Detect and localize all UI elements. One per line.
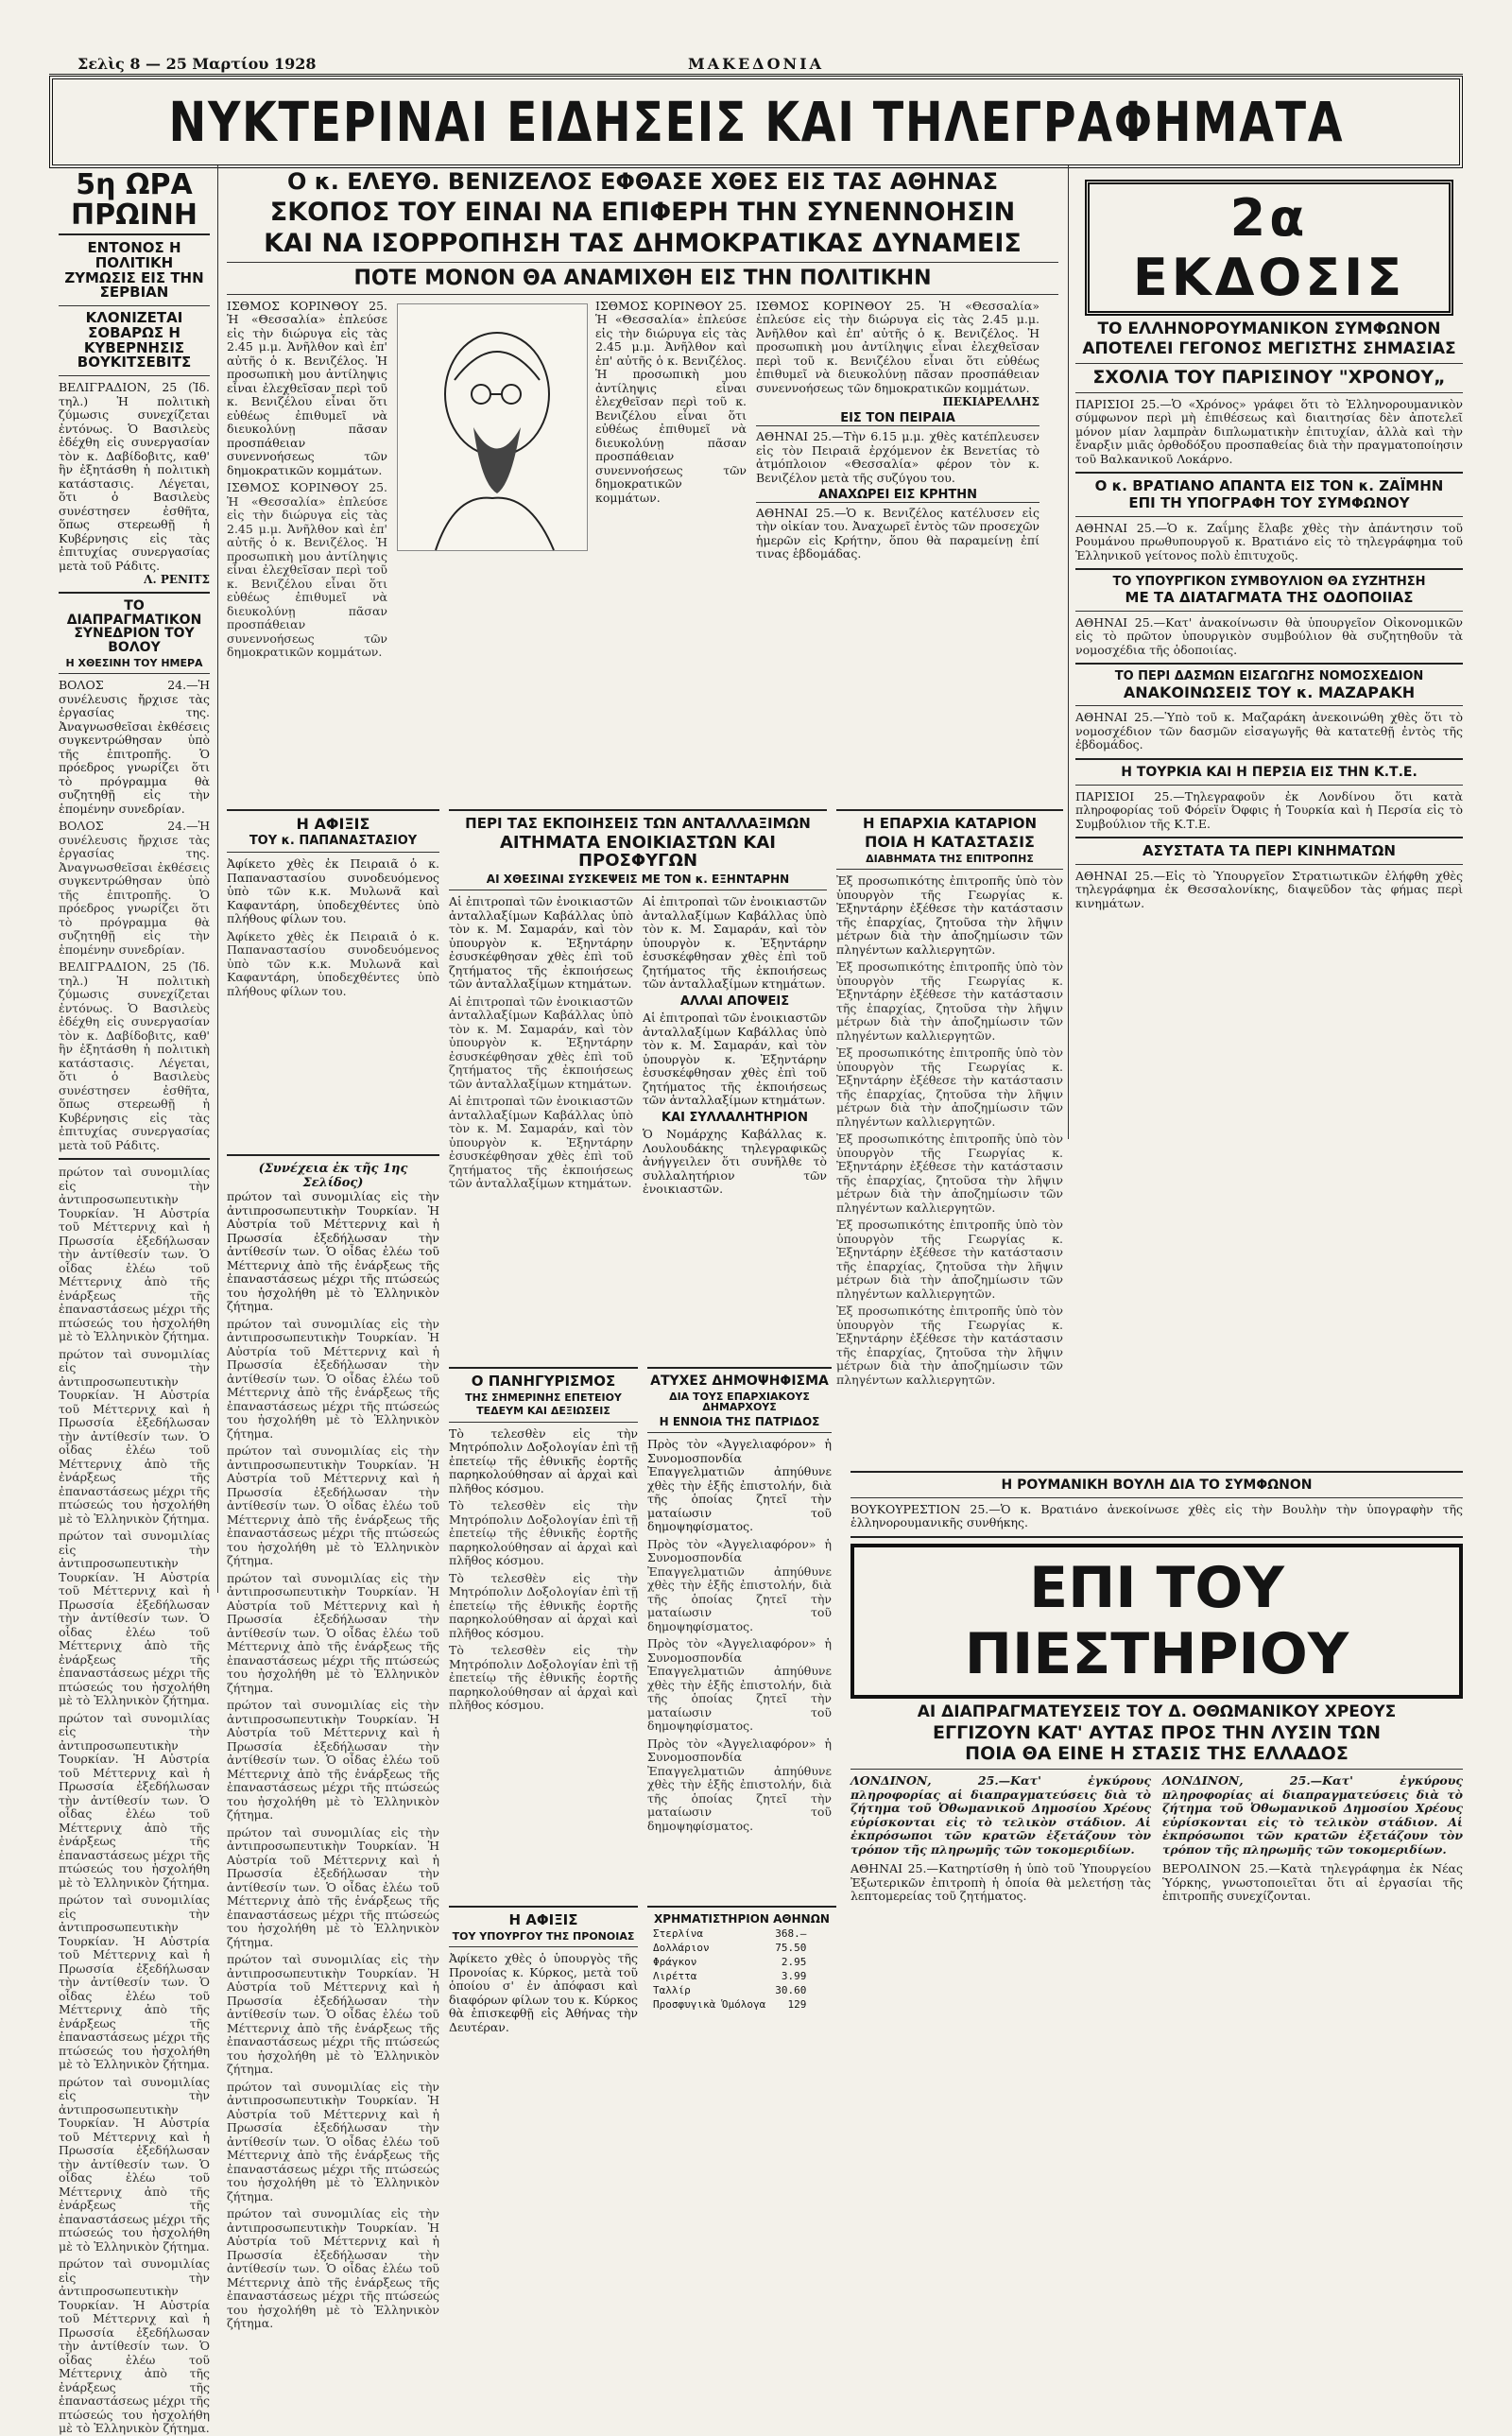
venizelos-headline: Ο κ. ΕΛΕΥΘ. ΒΕΝΙΖΕΛΟΣ ΕΦΘΑΣΕ ΧΘΕΣ ΕΙΣ ΤΑΣ ΑΘΗΝΑΣ: [287, 168, 998, 195]
eparchia-title: Η ΕΠΑΡΧΙΑ ΚΑΤΑΡΙΟΝ: [862, 815, 1038, 832]
market-row: [649, 1956, 810, 1968]
continued-article: πρώτον ταὶ συνομιλίας εἰς τὴν ἀντιπροσωπευτικὴν Τουρκίαν. Ἡ Αὐστρία τοῦ Μέττερνιχ καὶ ἡ Πρωσσία ἐξεδήλωσαν τὴν ἀντίθεσίν των. Ὁ οἶδας ἐλέω τοῦ Μέττερνιχ ἀπὸ τῆς ἐνάρξεως τῆς ἐπαναστάσεως μέχρι τῆς πτώσεώς του ἠσχολήθη μὲ τὸ Ἑλληνικὸν ζήτημα.: [227, 1570, 439, 1695]
ottoman-debt-article-col2: ΛΟΝΔΙΝΟΝ, 25.—Κατ' ἐγκύρους πληροφορίας αἱ διαπραγματεύσεις διὰ τὸ ζήτημα τοῦ Ὀθωμανικοῦ Δημοσίου Χρέους εὑρίσκονται εἰς τὸ τελικὸν στάδιον. Αἱ ἐκπρόσωποι τῶν κρατῶν ἐξετάζουν τὸν τρόπον τῆς πληρωμῆς τῶν τοκομεριδίων.: [1162, 1773, 1463, 1857]
eparchia-article: Ἐξ προσωπικότης ἐπιτροπῆς ὑπὸ τὸν ὑπουργὸν τῆς Γεωργίας κ. Ἐξηντάρην ἐξέθεσε τὴν κατάστασιν τῆς ἐπαρχίας, ζητοῦσα τὴν λῆψιν μέτρων διὰ τὴν ἀποζημίωσιν τῶν πληγέντων καλλιεργητῶν.: [836, 873, 1063, 957]
continued-article: πρώτον ταὶ συνομιλίας εἰς τὴν ἀντιπροσωπευτικὴν Τουρκίαν. Ἡ Αὐστρία τοῦ Μέττερνιχ καὶ ἡ Πρωσσία ἐξεδήλωσαν τὴν ἀντίθεσίν των. Ὁ οἶδας ἐλέω τοῦ Μέττερνιχ ἀπὸ τῆς ἐνάρξεως τῆς ἐπαναστάσεως μέχρι τῆς πτώσεώς του ἠσχολήθη μὲ τὸ Ἑλληνικὸν ζήτημα.: [227, 1698, 439, 1822]
exchange-article-col2: Αἱ ἐπιτροπαὶ τῶν ἐνοικιαστῶν ἀνταλλαξίμων Καβάλλας ὑπὸ τὸν κ. Μ. Σαμαράν, καὶ τὸν ὑπουργὸν κ. Ἐξηντάρην ἐσυσκέφθησαν χθὲς ἐπὶ τοῦ ζητήματος τῆς ἐκποιήσεως τῶν ἀνταλλαξίμων κτημάτων.: [643, 894, 827, 992]
romanian-pact-sub: ΑΠΟΤΕΛΕΙ ΓΕΓΟΝΟΣ ΜΕΓΙΣΤΗΣ ΣΗΜΑΣΙΑΣ: [1082, 338, 1456, 358]
romanian-pact-headline: ΤΟ ΕΛΛΗΝΟΡΟΥΜΑΝΙΚΟΝ ΣΥΜΦΩΝΟΝ: [1097, 320, 1441, 338]
volos-article-cont: ΒΕΛΙΓΡΑΔΙΟΝ, 25 (Ἰδ. τηλ.) Ἡ πολιτικὴ ζύμωσις συνεχίζεται ἐντόνως. Ὁ Βασιλεὺς ἐδέχθη εἰς συνεργασίαν τὸν κ. Δαβίδοβιτς, καθ' ἣν ἐξητάσθη ἡ πολιτικὴ κατάστασις. Λέγεται, ὅτι ὁ Βασιλεὺς συνέστησεν ἐσθῆτα, ὅπως στερεωθῇ ἡ Κυβέρνησις εἰς τὰς ἐπιτυχίας συνεργασίας μετὰ τοῦ Ράδιτς.: [59, 959, 210, 1152]
ottoman-debt-headline: ΑΙ ΔΙΑΠΡΑΓΜΑΤΕΥΣΕΙΣ ΤΟΥ Δ. ΟΘΩΜΑΝΙΚΟΥ ΧΡΕΟΥΣ: [917, 1702, 1397, 1721]
market-row: [649, 1927, 810, 1940]
continued-article: πρώτον ταὶ συνομιλίας εἰς τὴν ἀντιπροσωπευτικὴν Τουρκίαν. Ἡ Αὐστρία τοῦ Μέττερνιχ καὶ ἡ Πρωσσία ἐξεδήλωσαν τὴν ἀντίθεσίν των. Ὁ οἶδας ἐλέω τοῦ Μέττερνιχ ἀπὸ τῆς ἐνάρξεως τῆς ἐπαναστάσεως μέχρι τῆς πτώσεώς του ἠσχολήθη μὲ τὸ Ἑλληνικὸν ζήτημα.: [227, 1189, 439, 1313]
panigyrismos-article-cont: Τὸ τελεσθὲν εἰς τὴν Μητρόπολιν Δοξολογίαν ἐπὶ τῇ ἐπετείῳ τῆς ἐθνικῆς ἑορτῆς παρηκολούθησαν αἱ ἀρχαὶ καὶ πλῆθος κόσμου.: [449, 1570, 638, 1640]
bratiano-article: ΑΘΗΝΑΙ 25.—Ὁ κ. Ζαΐμης ἔλαβε χθὲς τὴν ἀπάντησιν τοῦ Ρουμάνου πρωθυπουργοῦ κ. Βρατιάνο εἰς τὸ τηλεγράφημα τοῦ Ἑλληνικοῦ γείτονος πολὺ ἐπιτυχοῦς.: [1075, 520, 1463, 562]
romanian-parliament-article: ΒΟΥΚΟΥΡΕΣΤΙΟΝ 25.—Ὁ κ. Βρατιάνο ἀνεκοίνωσε χθὲς εἰς τὴν Βουλὴν τὴν ὑπογραφὴν τῆς ἑλληνορουμανικῆς συνθήκης.: [850, 1501, 1463, 1530]
serbia-headline: ΕΝΤΟΝΟΣ Η ΠΟΛΙΤΙΚΗ ΖΥΜΩΣΙΣ ΕΙΣ ΤΗΝ ΣΕΡΒΙΑΝ: [64, 239, 204, 302]
market-row: [649, 1942, 810, 1954]
pronoia-title: Η ΑΦΙΞΙΣ: [508, 1911, 578, 1928]
romanian-pact-article: ΠΑΡΙΣΙΟΙ 25.—Ὁ «Χρόνος» γράφει ὅτι τὸ Ἑλληνορουμανικὸν σύμφωνον περὶ μὴ ἐπιθέσεως καὶ διαιτησίας δὲν ἀποτελεῖ μόνον μίαν λαμπρὰν διπλωματικὴν ἐπιτυχίαν, ἀλλὰ καὶ τὴν ἔναρξιν μιᾶς ὀρθοδόξου προσπαθείας διὰ τὴν πραγματοποίησιν τοῦ Βαλκανικοῦ Λοκάρνο.: [1075, 396, 1463, 466]
referendum-article-cont: Πρὸς τὸν «Ἀγγελιαφόρον» ἡ Συνομοσπονδία Ἐπαγγελματιῶν ἀπηύθυνε χθὲς τὴν ἑξῆς ἐπιστολήν, διὰ τῆς ὁποίας ζητεῖ τὴν ματαίωσιν τοῦ δημοψηφίσματος.: [647, 1736, 832, 1833]
import-sub: ΑΝΑΚΟΙΝΩΣΕΙΣ ΤΟΥ κ. ΜΑΖΑΡΑΚΗ: [1123, 682, 1416, 701]
council-sub: ΜΕ ΤΑ ΔΙΑΤΑΓΜΑΤΑ ΤΗΣ ΟΔΟΠΟΙΙΑΣ: [1125, 588, 1414, 606]
continued-article: πρώτον ταὶ συνομιλίας εἰς τὴν ἀντιπροσωπευτικὴν Τουρκίαν. Ἡ Αὐστρία τοῦ Μέττερνιχ καὶ ἡ Πρωσσία ἐξεδήλωσαν τὴν ἀντίθεσίν των. Ὁ οἶδας ἐλέω τοῦ Μέττερνιχ ἀπὸ τῆς ἐνάρξεως τῆς ἐπαναστάσεως μέχρι τῆς πτώσεώς του ἠσχολήθη μὲ τὸ Ἑλληνικὸν ζήτημα.: [59, 1529, 210, 1708]
chronos-comments: ΣΧΟΛΙΑ ΤΟΥ ΠΑΡΙΣΙΝΟΥ "ΧΡΟΝΟΥ„: [1092, 366, 1446, 388]
continued-article: πρώτον ταὶ συνομιλίας εἰς τὴν ἀντιπροσωπευτικὴν Τουρκίαν. Ἡ Αὐστρία τοῦ Μέττερνιχ καὶ ἡ Πρωσσία ἐξεδήλωσαν τὴν ἀντίθεσίν των. Ὁ οἶδας ἐλέω τοῦ Μέττερνιχ ἀπὸ τῆς ἐνάρξεως τῆς ἐπαναστάσεως μέχρι τῆς πτώσεώς του ἠσχολήθη μὲ τὸ Ἑλληνικὸν ζήτημα.: [227, 1824, 439, 1949]
rally-article: Ὁ Νομάρχης Καβάλλας κ. Λουλουδάκης τηλεγραφικῶς ἀνήγγειλεν ὅτι συνῆλθε τὸ συλλαλητήριον τῶν ἐνοικιαστῶν.: [643, 1127, 827, 1197]
column-rule: [1068, 165, 1069, 1139]
romanian-parliament-title: Η ΡΟΥΜΑΝΙΚΗ ΒΟΥΛΗ ΔΙΑ ΤΟ ΣΥΜΦΩΝΟΝ: [1001, 1477, 1313, 1493]
venizelos-section: [227, 170, 1058, 794]
exchange-section: [449, 803, 827, 1352]
continued-article: πρώτον ταὶ συνομιλίας εἰς τὴν ἀντιπροσωπευτικὴν Τουρκίαν. Ἡ Αὐστρία τοῦ Μέττερνιχ καὶ ἡ Πρωσσία ἐξεδήλωσαν τὴν ἀντίθεσίν των. Ὁ οἶδας ἐλέω τοῦ Μέττερνιχ ἀπὸ τῆς ἐνάρξεως τῆς ἐπαναστάσεως μέχρι τῆς πτώσεώς του ἠσχολήθη μὲ τὸ Ἑλληνικὸν ζήτημα.: [59, 1346, 210, 1526]
banner-title: ΝΥΚΤΕΡΙΝΑΙ ΕΙΔΗΣΕΙΣ ΚΑΙ ΤΗΛΕΓΡΑΦΗΜΑΤΑ: [168, 90, 1344, 154]
exchange-title: ΠΕΡΙ ΤΑΣ ΕΚΠΟΙΗΣΕΙΣ ΤΩΝ ΑΝΤΑΛΛΑΞΙΜΩΝ: [465, 815, 811, 832]
venizelos-article-cont: ΙΣΘΜΟΣ ΚΟΡΙΝΘΟΥ 25. Ἡ «Θεσσαλία» ἐπλεύσε εἰς τὴν διώρυγα εἰς τὰς 2.45 μ.μ. Ἀνῆλθον καὶ ἐπ' αὐτῆς ὁ κ. Βενιζέλος. Ἡ προσωπικὴ μου ἀντίληψις εἶναι ἐλεχθεῖσαν περὶ τοῦ κ. Βενιζέλου εἶναι ὅτι εὐθέως ἐπιθυμεῖ νὰ διευκολύνῃ πᾶσαν προσπάθειαν συνεννοήσεως τῶν δημοκρατικῶν κομμάτων.: [227, 480, 387, 660]
venizelos-sub1: ΣΚΟΠΟΣ ΤΟΥ ΕΙΝΑΙ ΝΑ ΕΠΙΦΕΡΗ ΤΗΝ ΣΥΝΕΝΝΟΗΣΙΝ: [269, 198, 1016, 228]
market-row: [649, 1984, 810, 1996]
market-value: 129: [787, 1997, 807, 2011]
piraeus-article: ΑΘΗΝΑΙ 25.—Τὴν 6.15 μ.μ. χθὲς κατέπλευσεν εἰς τὸν Πειραιᾶ ἐρχόμενον ἐκ Βενετίας τὸ ἀτμόπλοιον «Θεσσαλία» φέρον τὸν κ. Βενιζέλον μετὰ τῆς συζύγου του.: [756, 429, 1040, 485]
volos-subtitle: Η ΧΘΕΣΙΝΗ ΤΟΥ ΗΜΕΡΑ: [65, 656, 203, 669]
panigyrismos-section: [449, 1361, 638, 1891]
press-section: [850, 1465, 1463, 2117]
referendum-sub2: Η ΕΝΝΟΙΑ ΤΗΣ ΠΑΤΡΙΔΟΣ: [659, 1414, 820, 1428]
exchange-article: Αἱ ἐπιτροπαὶ τῶν ἐνοικιαστῶν ἀνταλλαξίμων Καβάλλας ὑπὸ τὸν κ. Μ. Σαμαράν, καὶ τὸν ὑπουργὸν κ. Ἐξηντάρην ἐσυσκέφθησαν χθὲς ἐπὶ τοῦ ζητήματος τῆς ἐκποιήσεως τῶν ἀνταλλαξίμων κτημάτων.: [449, 894, 633, 992]
market-value: 30.60: [775, 1983, 807, 1996]
volos-article-cont: ΒΟΛΟΣ 24.—Ἡ συνέλευσις ἤρχισε τὰς ἐργασίας της. Ἀναγνωσθεῖσαι ἐκθέσεις συγκεντρώθησαν ὑπὸ τῆς ἐπιτροπῆς. Ὁ πρόεδρος γνωρίζει ὅτι τὸ πρόγραμμα θὰ συζητηθῇ εἰς τὴν ἑπομένην συνεδρίαν.: [59, 819, 210, 957]
other-views-article: Αἱ ἐπιτροπαὶ τῶν ἐνοικιαστῶν ἀνταλλαξίμων Καβάλλας ὑπὸ τὸν κ. Μ. Σαμαράν, καὶ τὸν ὑπουργὸν κ. Ἐξηντάρην ἐσυσκέφθησαν χθὲς ἐπὶ τοῦ ζητήματος τῆς ἐκποιήσεως τῶν ἀνταλλαξίμων κτημάτων.: [643, 1011, 827, 1108]
market-currency: Στερλίνα: [653, 1926, 703, 1940]
market-value: 3.99: [781, 1969, 807, 1982]
second-edition-label: 2α ΕΚΔΟΣΙΣ: [1085, 180, 1453, 316]
rally-title: ΚΑΙ ΣΥΛΛΑΛΗΤΗΡΙΟΝ: [662, 1110, 808, 1125]
continued-article: πρώτον ταὶ συνομιλίας εἰς τὴν ἀντιπροσωπευτικὴν Τουρκίαν. Ἡ Αὐστρία τοῦ Μέττερνιχ καὶ ἡ Πρωσσία ἐξεδήλωσαν τὴν ἀντίθεσίν των. Ὁ οἶδας ἐλέω τοῦ Μέττερνιχ ἀπὸ τῆς ἐνάρξεως τῆς ἐπαναστάσεως μέχρι τῆς πτώσεώς του ἠσχολήθη μὲ τὸ Ἑλληνικὸν ζήτημα.: [59, 1710, 210, 1890]
venizelos-portrait: [397, 303, 588, 551]
piraeus-title: ΕΙΣ ΤΟΝ ΠΕΙΡΑΙΑ: [756, 412, 1040, 426]
market-value: 2.95: [781, 1955, 807, 1968]
papanastasiou-article: Ἀφίκετο χθὲς ἐκ Πειραιᾶ ὁ κ. Παπαναστασίου συνοδευόμενος ὑπὸ τῶν κ.κ. Μυλωνᾶ καὶ Καφαντάρη, ὑποδεχθέντες ὑπὸ πλήθους φίλων του.: [227, 856, 439, 926]
market-currency: Προσφυγικὰ Ὁμόλογα: [653, 1997, 766, 2011]
continued-article: πρώτον ταὶ συνομιλίας εἰς τὴν ἀντιπροσωπευτικὴν Τουρκίαν. Ἡ Αὐστρία τοῦ Μέττερνιχ καὶ ἡ Πρωσσία ἐξεδήλωσαν τὴν ἀντίθεσίν των. Ὁ οἶδας ἐλέω τοῦ Μέττερνιχ ἀπὸ τῆς ἐνάρξεως τῆς ἐπαναστάσεως μέχρι τῆς πτώσεώς του ἠσχολήθη μὲ τὸ Ἑλληνικὸν ζήτημα.: [59, 1892, 210, 2072]
column-1: [59, 168, 210, 2436]
referendum-title: ΑΤΥΧΕΣ ΔΗΜΟΨΗΦΙΣΜΑ: [650, 1373, 829, 1389]
serbia-article: ΒΕΛΙΓΡΑΔΙΟΝ, 25 (Ἰδ. τηλ.) Ἡ πολιτικὴ ζύμωσις συνεχίζεται ἐντόνως. Ὁ Βασιλεὺς ἐδέχθη εἰς συνεργασίαν τὸν κ. Δαβίδοβιτς, καθ' ἣν ἐξητάσθη ἡ πολιτικὴ κατάστασις. Λέγεται, ὅτι ὁ Βασιλεὺς συνέστησεν ἐσθῆτα, ὅπως στερεωθῇ ἡ Κυβέρνησις εἰς τὰς ἐπιτυχίας συνεργασίας μετὰ τοῦ Ράδιτς.: [59, 380, 210, 573]
rumors-title: ΑΣΥΣΤΑΤΑ ΤΑ ΠΕΡΙ ΚΙΝΗΜΑΤΩΝ: [1143, 842, 1396, 860]
masthead-banner: [49, 76, 1463, 168]
market-currency: Δολλάριον: [653, 1941, 710, 1954]
market-row: [649, 1970, 810, 1982]
continued-article: πρώτον ταὶ συνομιλίας εἰς τὴν ἀντιπροσωπευτικὴν Τουρκίαν. Ἡ Αὐστρία τοῦ Μέττερνιχ καὶ ἡ Πρωσσία ἐξεδήλωσαν τὴν ἀντίθεσίν των. Ὁ οἶδας ἐλέω τοῦ Μέττερνιχ ἀπὸ τῆς ἐνάρξεως τῆς ἐπαναστάσεως μέχρι τῆς πτώσεώς του ἠσχολήθη μὲ τὸ Ἑλληνικὸν ζήτημα.: [227, 2206, 439, 2330]
eparchia-section: [836, 803, 1063, 1465]
continued-article: πρώτον ταὶ συνομιλίας εἰς τὴν ἀντιπροσωπευτικὴν Τουρκίαν. Ἡ Αὐστρία τοῦ Μέττερνιχ καὶ ἡ Πρωσσία ἐξεδήλωσαν τὴν ἀντίθεσίν των. Ὁ οἶδας ἐλέω τοῦ Μέττερνιχ ἀπὸ τῆς ἐνάρξεως τῆς ἐπαναστάσεως μέχρι τῆς πτώσεώς του ἠσχολήθη μὲ τὸ Ἑλληνικὸν ζήτημα.: [59, 2074, 210, 2254]
venizelos-sub3: ΠΟΤΕ ΜΟΝΟΝ ΘΑ ΑΝΑΜΙΧΘΗ ΕΙΣ ΤΗΝ ΠΟΛΙΤΙΚΗΝ: [353, 266, 932, 290]
continued-article: πρώτον ταὶ συνομιλίας εἰς τὴν ἀντιπροσωπευτικὴν Τουρκίαν. Ἡ Αὐστρία τοῦ Μέττερνιχ καὶ ἡ Πρωσσία ἐξεδήλωσαν τὴν ἀντίθεσίν των. Ὁ οἶδας ἐλέω τοῦ Μέττερνιχ ἀπὸ τῆς ἐνάρξεως τῆς ἐπαναστάσεως μέχρι τῆς πτώσεώς του ἠσχολήθη μὲ τὸ Ἑλληνικὸν ζήτημα.: [227, 1316, 439, 1441]
venizelos-signature: ΠΕΚΙΑΡΕΛΛΗΣ: [942, 395, 1040, 409]
crete-article: ΑΘΗΝΑΙ 25.—Ὁ κ. Βενιζέλος κατέλυσεν εἰς τὴν οἰκίαν του. Ἀναχωρεῖ ἐντὸς τῶν προσεχῶν ἡμερῶν εἰς Κρήτην, ὅπου θὰ παραμείνῃ ἐπί τινας ἑβδομάδας.: [756, 505, 1040, 561]
market-currency: Λιρέττα: [653, 1969, 697, 1982]
panigyrismos-sub: ΤΗΣ ΣΗΜΕΡΙΝΗΣ ΕΠΕΤΕΙΟΥ: [465, 1391, 622, 1404]
continued-article: πρώτον ταὶ συνομιλίας εἰς τὴν ἀντιπροσωπευτικὴν Τουρκίαν. Ἡ Αὐστρία τοῦ Μέττερνιχ καὶ ἡ Πρωσσία ἐξεδήλωσαν τὴν ἀντίθεσίν των. Ὁ οἶδας ἐλέω τοῦ Μέττερνιχ ἀπὸ τῆς ἐνάρξεως τῆς ἐπαναστάσεως μέχρι τῆς πτώσεώς του ἠσχολήθη μὲ τὸ Ἑλληνικὸν ζήτημα.: [227, 1443, 439, 1567]
bratiano-title: Ο κ. ΒΡΑΤΙΑΝΟ ΑΠΑΝΤΑ ΕΙΣ ΤΟΝ κ. ΖΑΪΜΗΝ: [1094, 477, 1444, 495]
column-4: [1075, 170, 1463, 1144]
panigyrismos-article-cont: Τὸ τελεσθὲν εἰς τὴν Μητρόπολιν Δοξολογίαν ἐπὶ τῇ ἐπετείῳ τῆς ἐθνικῆς ἑορτῆς παρηκολούθησαν αἱ ἀρχαὶ καὶ πλῆθος κόσμου.: [449, 1643, 638, 1713]
venizelos-sub2: ΚΑΙ ΝΑ ΙΣΟΡΡΟΠΗΣΗ ΤΑΣ ΔΗΜΟΚΡΑΤΙΚΑΣ ΔΥΝΑΜΕΙΣ: [264, 228, 1022, 258]
market-currency: Φράγκον: [653, 1955, 697, 1968]
referendum-section: [647, 1361, 832, 1891]
market-value: 368.—: [775, 1926, 807, 1940]
bratiano-sub: ΕΠΙ ΤΗ ΥΠΟΓΡΑΦΗ ΤΟΥ ΣΥΜΦΩΝΟΥ: [1128, 493, 1410, 511]
venizelos-article-col: ΙΣΘΜΟΣ ΚΟΡΙΝΘΟΥ 25. Ἡ «Θεσσαλία» ἐπλεύσε εἰς τὴν διώρυγα εἰς τὰς 2.45 μ.μ. Ἀνῆλθον καὶ ἐπ' αὐτῆς ὁ κ. Βενιζέλος. Ἡ προσωπικὴ μου ἀντίληψις εἶναι ἐλεχθεῖσαν περὶ τοῦ κ. Βενιζέλου εἶναι ὅτι εὐθέως ἐπιθυμεῖ νὰ διευκολύνῃ πᾶσαν προσπάθειαν συνεννοήσεως τῶν δημοκρατικῶν κομμάτων.: [756, 298, 1040, 395]
panigyrismos-title: Ο ΠΑΝΗΓΥΡΙΣΜΟΣ: [471, 1373, 616, 1390]
papanastasiou-title: Η ΑΦΙΞΙΣ: [296, 815, 370, 833]
eparchia-article-cont: Ἐξ προσωπικότης ἐπιτροπῆς ὑπὸ τὸν ὑπουργὸν τῆς Γεωργίας κ. Ἐξηντάρην ἐξέθεσε τὴν κατάστασιν τῆς ἐπαρχίας, ζητοῦσα τὴν λῆψιν μέτρων διὰ τὴν ἀποζημίωσιν τῶν πληγέντων καλλιεργητῶν.: [836, 959, 1063, 1043]
turkey-article: ΠΑΡΙΣΙΟΙ 25.—Τηλεγραφοῦν ἐκ Λονδίνου ὅτι κατὰ πληροφορίας τοῦ Φόρεϊν Όφφις ἡ Τουρκία καὶ ἡ Περσία εἰς τὸ Συμβούλιον τῆς Κ.Τ.Ε.: [1075, 788, 1463, 831]
continued-article: πρώτον ταὶ συνομιλίας εἰς τὴν ἀντιπροσωπευτικὴν Τουρκίαν. Ἡ Αὐστρία τοῦ Μέττερνιχ καὶ ἡ Πρωσσία ἐξεδήλωσαν τὴν ἀντίθεσίν των. Ὁ οἶδας ἐλέω τοῦ Μέττερνιχ ἀπὸ τῆς ἐνάρξεως τῆς ἐπαναστάσεως μέχρι τῆς πτώσεώς του ἠσχολήθη μὲ τὸ Ἑλληνικὸν ζήτημα.: [227, 2079, 439, 2203]
column-rule: [217, 165, 218, 1593]
eparchia-sub2: ΔΙΑΒΗΜΑΤΑ ΤΗΣ ΕΠΙΤΡΟΠΗΣ: [866, 852, 1034, 865]
pronoia-sub: ΤΟΥ ΥΠΟΥΡΓΟΥ ΤΗΣ ΠΡΟΝΟΙΑΣ: [452, 1929, 635, 1943]
import-article: ΑΘΗΝΑΙ 25.—Ὑπὸ τοῦ κ. Μαζαράκη ἀνεκοινώθη χθὲς ὅτι τὸ νομοσχέδιον τῶν δασμῶν εἰσαγωγῆς θὰ κατατεθῇ ἐντὸς τῆς ἑβδομάδος.: [1075, 710, 1463, 752]
crete-title: ΑΝΑΧΩΡΕΙ ΕΙΣ ΚΡΗΤΗΝ: [756, 489, 1040, 503]
council-title: ΤΟ ΥΠΟΥΡΓΙΚΟΝ ΣΥΜΒΟΥΛΙΟΝ ΘΑ ΣΥΖΗΤΗΣΗ: [1112, 575, 1426, 590]
ottoman-debt-article-3: ΒΕΡΟΛΙΝΟΝ 25.—Κατὰ τηλεγράφημα ἐκ Νέας Ὑόρκης, γνωστοποιεῖται ὅτι αἱ ἐργασίαι τῆς ἐπιτροπῆς συνεχίζονται.: [1162, 1861, 1463, 1904]
serbia-subheadline: ΚΛΟΝΙΖΕΤΑΙ ΣΟΒΑΡΩΣ Η ΚΥΒΕΡΝΗΣΙΣ ΒΟΥΚΙΤΣΕΒΙΤΣ: [77, 309, 192, 371]
market-value: 75.50: [775, 1941, 807, 1954]
ottoman-debt-article: ΛΟΝΔΙΝΟΝ, 25.—Κατ' ἐγκύρους πληροφορίας αἱ διαπραγματεύσεις διὰ τὸ ζήτημα τοῦ Ὀθωμανικοῦ Δημοσίου Χρέους εὑρίσκονται εἰς τὸ τελικὸν στάδιον. Αἱ ἐκπρόσωποι τῶν κρατῶν ἐξετάζουν τὸν τρόπον τῆς πληρωμῆς τῶν τοκομεριδίων.: [850, 1773, 1151, 1857]
referendum-article: Πρὸς τὸν «Ἀγγελιαφόρον» ἡ Συνομοσπονδία Ἐπαγγελματιῶν ἀπηύθυνε χθὲς τὴν ἑξῆς ἐπιστολήν, διὰ τῆς ὁποίας ζητεῖ τὴν ματαίωσιν τοῦ δημοψηφίσματος.: [647, 1437, 832, 1534]
market-table: [647, 1926, 812, 2013]
paper-name: ΜΑΚΕΔΟΝΙΑ: [687, 55, 825, 73]
volos-article: ΒΟΛΟΣ 24.—Ἡ συνέλευσις ἤρχισε τὰς ἐργασίας της. Ἀναγνωσθεῖσαι ἐκθέσεις συγκεντρώθησαν ὑπὸ τῆς ἐπιτροπῆς. Ὁ πρόεδρος γνωρίζει ὅτι τὸ πρόγραμμα θὰ συζητηθῇ εἰς τὴν ἑπομένην συνεδρίαν.: [59, 678, 210, 816]
page-number-date: Σελὶς 8 — 25 Μαρτίου 1928: [77, 55, 317, 73]
exchange-sub: ΑΙΤΗΜΑΤΑ ΕΝΟΙΚΙΑΣΤΩΝ ΚΑΙ ΠΡΟΣΦΥΓΩΝ: [499, 832, 776, 871]
import-title: ΤΟ ΠΕΡΙ ΔΑΣΜΩΝ ΕΙΣΑΓΩΓΗΣ ΝΟΜΟΣΧΕΔΙΟΝ: [1114, 669, 1424, 684]
venizelos-article: ΙΣΘΜΟΣ ΚΟΡΙΝΘΟΥ 25. Ἡ «Θεσσαλία» ἐπλεύσε εἰς τὴν διώρυγα εἰς τὰς 2.45 μ.μ. Ἀνῆλθον καὶ ἐπ' αὐτῆς ὁ κ. Βενιζέλος. Ἡ προσωπικὴ μου ἀντίληψις εἶναι ἐλεχθεῖσαν περὶ τοῦ κ. Βενιζέλου εἶναι ὅτι εὐθέως ἐπιθυμεῖ νὰ διευκολύνῃ πᾶσαν προσπάθειαν συνεννοήσεως τῶν δημοκρατικῶν κομμάτων.: [227, 298, 387, 477]
hora-heading: 5η ΩΡΑ ΠΡΩΙΝΗ: [59, 170, 210, 235]
ottoman-debt-sub2: ΠΟΙΑ ΘΑ ΕΙΝΕ Η ΣΤΑΣΙΣ ΤΗΣ ΕΛΛΑΔΟΣ: [965, 1743, 1349, 1765]
venizelos-article-col: ΙΣΘΜΟΣ ΚΟΡΙΝΘΟΥ 25. Ἡ «Θεσσαλία» ἐπλεύσε εἰς τὴν διώρυγα εἰς τὰς 2.45 μ.μ. Ἀνῆλθον καὶ ἐπ' αὐτῆς ὁ κ. Βενιζέλος. Ἡ προσωπικὴ μου ἀντίληψις εἶναι ἐλεχθεῖσαν περὶ τοῦ κ. Βενιζέλου εἶναι ὅτι εὐθέως ἐπιθυμεῖ νὰ διευκολύνῃ πᾶσαν προσπάθειαν συνεννοήσεως τῶν δημοκρατικῶν κομμάτων.: [595, 298, 747, 505]
market-title: ΧΡΗΜΑΤΙΣΤΗΡΙΟΝ ΑΘΗΝΩΝ: [654, 1912, 830, 1926]
market-row: [649, 1998, 810, 2011]
panigyrismos-article-cont: Τὸ τελεσθὲν εἰς τὴν Μητρόπολιν Δοξολογίαν ἐπὶ τῇ ἐπετείῳ τῆς ἐθνικῆς ἑορτῆς παρηκολούθησαν αἱ ἀρχαὶ καὶ πλῆθος κόσμου.: [449, 1498, 638, 1568]
continued-article: πρώτον ταὶ συνομιλίας εἰς τὴν ἀντιπροσωπευτικὴν Τουρκίαν. Ἡ Αὐστρία τοῦ Μέττερνιχ καὶ ἡ Πρωσσία ἐξεδήλωσαν τὴν ἀντίθεσίν των. Ὁ οἶδας ἐλέω τοῦ Μέττερνιχ ἀπὸ τῆς ἐνάρξεως τῆς ἐπαναστάσεως μέχρι τῆς πτώσεώς του ἠσχολήθη μὲ τὸ Ἑλληνικὸν ζήτημα.: [59, 1165, 210, 1344]
page-topline: [49, 55, 1463, 75]
other-views-title: ΑΛΛΑΙ ΑΠΟΨΕΙΣ: [679, 993, 790, 1009]
referendum-sub: ΔΙΑ ΤΟΥΣ ΕΠΑΡΧΙΑΚΟΥΣ ΔΗΜΑΡΧΟΥΣ: [669, 1390, 810, 1414]
market-section: [647, 1900, 836, 2117]
ottoman-debt-sub: ΕΓΓΙΖΟΥΝ ΚΑΤ' ΑΥΤΑΣ ΠΡΟΣ ΤΗΝ ΛΥΣΙΝ ΤΩΝ: [933, 1721, 1381, 1743]
papanastasiou-article-cont: Ἀφίκετο χθὲς ἐκ Πειραιᾶ ὁ κ. Παπαναστασίου συνοδευόμενος ὑπὸ τῶν κ.κ. Μυλωνᾶ καὶ Καφαντάρη, ὑποδεχθέντες ὑπὸ πλήθους φίλων του.: [227, 928, 439, 998]
referendum-article-cont: Πρὸς τὸν «Ἀγγελιαφόρον» ἡ Συνομοσπονδία Ἐπαγγελματιῶν ἀπηύθυνε χθὲς τὴν ἑξῆς ἐπιστολήν, διὰ τῆς ὁποίας ζητεῖ τὴν ματαίωσιν τοῦ δημοψηφίσματος.: [647, 1536, 832, 1633]
eparchia-article-cont: Ἐξ προσωπικότης ἐπιτροπῆς ὑπὸ τὸν ὑπουργὸν τῆς Γεωργίας κ. Ἐξηντάρην ἐξέθεσε τὴν κατάστασιν τῆς ἐπαρχίας, ζητοῦσα τὴν λῆψιν μέτρων διὰ τὴν ἀποζημίωσιν τῶν πληγέντων καλλιεργητῶν.: [836, 1132, 1063, 1215]
press-banner: ΕΠΙ ΤΟΥ ΠΙΕΣΤΗΡΙΟΥ: [850, 1544, 1463, 1699]
eparchia-article-cont: Ἐξ προσωπικότης ἐπιτροπῆς ὑπὸ τὸν ὑπουργὸν τῆς Γεωργίας κ. Ἐξηντάρην ἐξέθεσε τὴν κατάστασιν τῆς ἐπαρχίας, ζητοῦσα τὴν λῆψιν μέτρων διὰ τὴν ἀποζημίωσιν τῶν πληγέντων καλλιεργητῶν.: [836, 1218, 1063, 1301]
turkey-title: Η ΤΟΥΡΚΙΑ ΚΑΙ Η ΠΕΡΣΙΑ ΕΙΣ ΤΗΝ Κ.Τ.Ε.: [1121, 764, 1418, 780]
eparchia-article-cont: Ἐξ προσωπικότης ἐπιτροπῆς ὑπὸ τὸν ὑπουργὸν τῆς Γεωργίας κ. Ἐξηντάρην ἐξέθεσε τὴν κατάστασιν τῆς ἐπαρχίας, ζητοῦσα τὴν λῆψιν μέτρων διὰ τὴν ἀποζημίωσιν τῶν πληγέντων καλλιεργητῶν.: [836, 1304, 1063, 1387]
papanastasiou-sub: ΤΟΥ κ. ΠΑΠΑΝΑΣΤΑΣΙΟΥ: [249, 833, 418, 848]
continued-article: πρώτον ταὶ συνομιλίας εἰς τὴν ἀντιπροσωπευτικὴν Τουρκίαν. Ἡ Αὐστρία τοῦ Μέττερνιχ καὶ ἡ Πρωσσία ἐξεδήλωσαν τὴν ἀντίθεσίν των. Ὁ οἶδας ἐλέω τοῦ Μέττερνιχ ἀπὸ τῆς ἐνάρξεως τῆς ἐπαναστάσεως μέχρι τῆς πτώσεώς του ἠσχολήθη μὲ τὸ Ἑλληνικὸν ζήτημα.: [227, 1952, 439, 2076]
continued-label: (Συνέχεια ἐκ τῆς 1ης Σελίδος): [258, 1162, 408, 1190]
papanastasiou-section: [227, 803, 439, 1144]
eparchia-sub: ΠΟΙΑ Η ΚΑΤΑΣΤΑΣΙΣ: [865, 832, 1035, 851]
market-currency: Ταλλίρ: [653, 1983, 691, 1996]
serbia-signature: Λ. ΡΕΝΙΤΣ: [144, 573, 210, 586]
pronoia-article: Ἀφίκετο χθὲς ὁ ὑπουργὸς τῆς Προνοίας κ. Κύρκος, μετὰ τοῦ ὁποίου σ' ἐν ἀπόφασι καὶ διαφόρων φίλων του κ. Κύρκος θὰ ἐπισκεφθῇ εἰς Ἀθήνας τὴν Δευτέραν.: [449, 1951, 638, 2034]
panigyrismos-article: Τὸ τελεσθὲν εἰς τὴν Μητρόπολιν Δοξολογίαν ἐπὶ τῇ ἐπετείῳ τῆς ἐθνικῆς ἑορτῆς παρηκολούθησαν αἱ ἀρχαὶ καὶ πλῆθος κόσμου.: [449, 1425, 638, 1495]
ottoman-debt-article-2: ΑΘΗΝΑΙ 25.—Κατηρτίσθη ἡ ὑπὸ τοῦ Ὑπουργείου Ἐξωτερικῶν ἐπιτροπὴ ἡ ὁποία θὰ μελετήσῃ τὰς λεπτομερείας τοῦ ζητήματος.: [850, 1861, 1151, 1904]
eparchia-article-cont: Ἐξ προσωπικότης ἐπιτροπῆς ὑπὸ τὸν ὑπουργὸν τῆς Γεωργίας κ. Ἐξηντάρην ἐξέθεσε τὴν κατάστασιν τῆς ἐπαρχίας, ζητοῦσα τὴν λῆψιν μέτρων διὰ τὴν ἀποζημίωσιν τῶν πληγέντων καλλιεργητῶν.: [836, 1045, 1063, 1129]
continued-section: [227, 1149, 439, 2330]
exchange-article-cont: Αἱ ἐπιτροπαὶ τῶν ἐνοικιαστῶν ἀνταλλαξίμων Καβάλλας ὑπὸ τὸν κ. Μ. Σαμαράν, καὶ τὸν ὑπουργὸν κ. Ἐξηντάρην ἐσυσκέφθησαν χθὲς ἐπὶ τοῦ ζητήματος τῆς ἐκποιήσεως τῶν ἀνταλλαξίμων κτημάτων.: [449, 993, 633, 1091]
exchange-article-cont: Αἱ ἐπιτροπαὶ τῶν ἐνοικιαστῶν ἀνταλλαξίμων Καβάλλας ὑπὸ τὸν κ. Μ. Σαμαράν, καὶ τὸν ὑπουργὸν κ. Ἐξηντάρην ἐσυσκέφθησαν χθὲς ἐπὶ τοῦ ζητήματος τῆς ἐκποιήσεως τῶν ἀνταλλαξίμων κτημάτων.: [449, 1094, 633, 1191]
rumors-article: ΑΘΗΝΑΙ 25.—Εἰς τὸ Ὑπουργεῖον Στρατιωτικῶν ἐλήφθη χθὲς τηλεγράφημα ἐκ Θεσσαλονίκης, διαψεῦδον τὰς φήμας περὶ κινημάτων.: [1075, 868, 1463, 910]
panigyrismos-sub2: ΤΕΔΕΥΜ ΚΑΙ ΔΕΞΙΩΣΕΙΣ: [476, 1405, 610, 1418]
exchange-sub2: ΑΙ ΧΘΕΣΙΝΑΙ ΣΥΣΚΕΨΕΙΣ ΜΕ ΤΟΝ κ. ΕΞΗΝΤΑΡΗΝ: [486, 872, 790, 886]
volos-title: ΤΟ ΔΙΑΠΡΑΓΜΑΤΙΚΟΝ ΣΥΝΕΔΡΙΟΝ ΤΟΥ ΒΟΛΟΥ: [66, 598, 202, 656]
referendum-article-cont: Πρὸς τὸν «Ἀγγελιαφόρον» ἡ Συνομοσπονδία Ἐπαγγελματιῶν ἀπηύθυνε χθὲς τὴν ἑξῆς ἐπιστολήν, διὰ τῆς ὁποίας ζητεῖ τὴν ματαίωσιν τοῦ δημοψηφίσματος.: [647, 1636, 832, 1734]
council-article: ΑΘΗΝΑΙ 25.—Κατ' ἀνακοίνωσιν θὰ ὑπουργεῖον Οἰκονομικῶν εἰς τὸ πρῶτον ὑπουργικὸν συμβούλιον θὰ συζητηθοῦν τὰ νομοσχέδια τῆς ὁδοποιίας.: [1075, 614, 1463, 657]
continued-article: πρώτον ταὶ συνομιλίας εἰς τὴν ἀντιπροσωπευτικὴν Τουρκίαν. Ἡ Αὐστρία τοῦ Μέττερνιχ καὶ ἡ Πρωσσία ἐξεδήλωσαν τὴν ἀντίθεσίν των. Ὁ οἶδας ἐλέω τοῦ Μέττερνιχ ἀπὸ τῆς ἐνάρξεως τῆς ἐπαναστάσεως μέχρι τῆς πτώσεώς του ἠσχολήθη μὲ τὸ Ἑλληνικὸν ζήτημα.: [59, 2256, 210, 2436]
pronoia-section: [449, 1900, 638, 2117]
